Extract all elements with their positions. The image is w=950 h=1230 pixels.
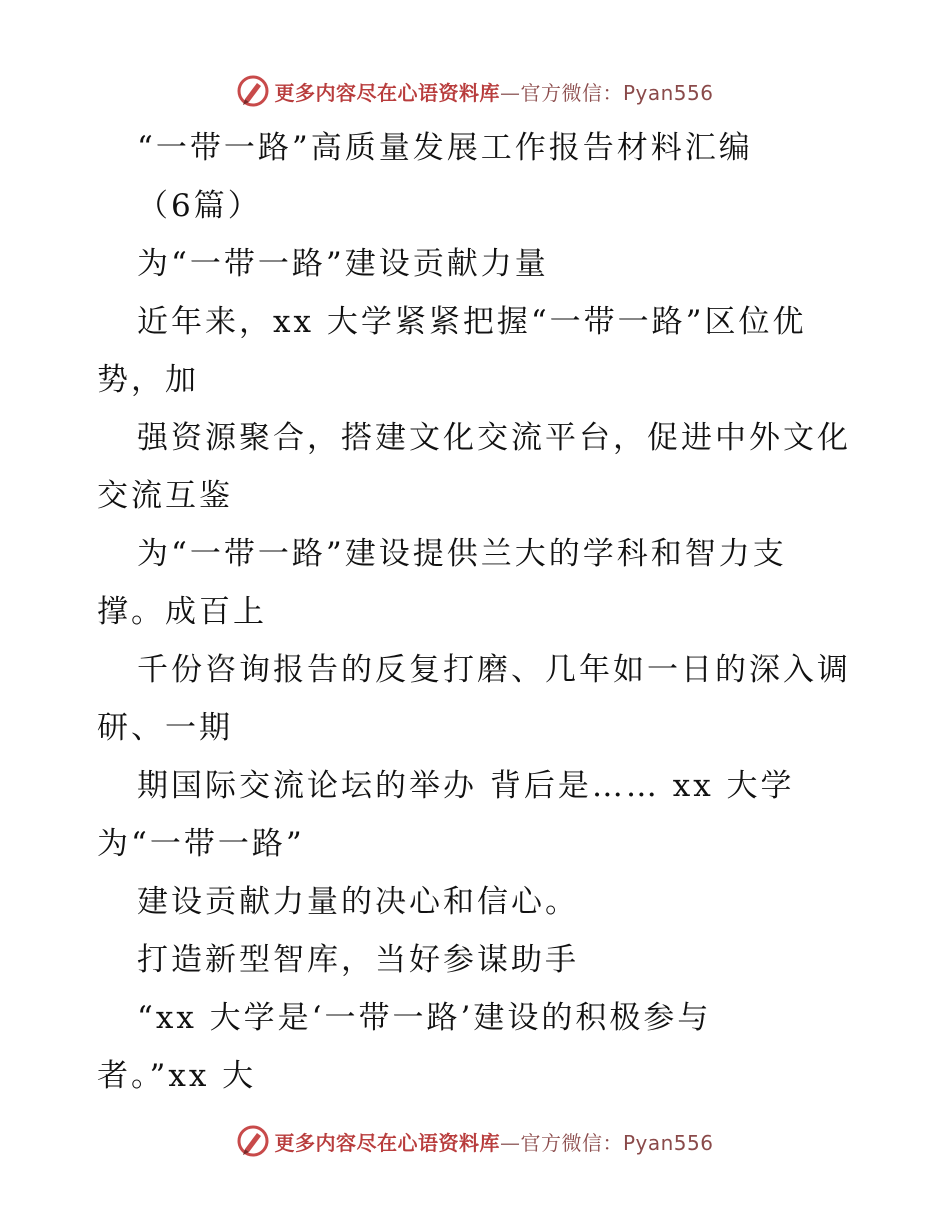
watermark-main: 更多内容尽在心语资料库 bbox=[274, 80, 500, 105]
footer-watermark bbox=[0, 1121, 950, 1161]
paragraph-line: 期国际交流论坛的举办 背后是…… xx 大学 bbox=[137, 768, 795, 804]
paragraph-line: 交流互鉴 bbox=[97, 478, 233, 514]
paragraph-line: 撑。成百上 bbox=[97, 594, 267, 630]
watermark-contact: 官方微信：Pyan556 bbox=[520, 1130, 714, 1155]
paragraph-line: 者。”xx 大 bbox=[97, 1058, 257, 1094]
paragraph-line: 千份咨询报告的反复打磨、几年如一日的深入调 bbox=[137, 652, 851, 688]
header-watermark bbox=[0, 71, 950, 111]
pen-logo-icon bbox=[236, 1124, 270, 1158]
paragraph-line: 近年来，xx 大学紧紧把握“一带一路”区位优 bbox=[137, 304, 807, 340]
paragraph-line: 为“一带一路”建设提供兰大的学科和智力支 bbox=[137, 536, 787, 572]
watermark-contact: 官方微信：Pyan556 bbox=[520, 80, 714, 105]
section-heading: 为“一带一路”建设贡献力量 bbox=[137, 246, 549, 282]
watermark-separator: — bbox=[499, 80, 521, 105]
paragraph-line: 势，加 bbox=[97, 362, 199, 398]
paragraph-line: 建设贡献力量的决心和信心。 bbox=[137, 884, 579, 920]
paragraph-line: 为“一带一路” bbox=[97, 826, 305, 862]
paragraph-line: “xx 大学是‘一带一路’建设的积极参与 bbox=[137, 1000, 712, 1036]
pen-logo-icon bbox=[236, 74, 270, 108]
watermark-text bbox=[274, 77, 713, 106]
document-title: “一带一路”高质量发展工作报告材料汇编 bbox=[137, 130, 753, 166]
watermark-main: 更多内容尽在心语资料库 bbox=[274, 1130, 500, 1155]
section-heading: 打造新型智库，当好参谋助手 bbox=[137, 942, 579, 978]
paragraph-line: 强资源聚合，搭建文化交流平台，促进中外文化 bbox=[137, 420, 851, 456]
watermark-separator: — bbox=[499, 1130, 521, 1155]
watermark-text bbox=[274, 1127, 713, 1156]
document-subtitle: （6篇） bbox=[137, 188, 262, 224]
paragraph-line: 研、一期 bbox=[97, 710, 233, 746]
